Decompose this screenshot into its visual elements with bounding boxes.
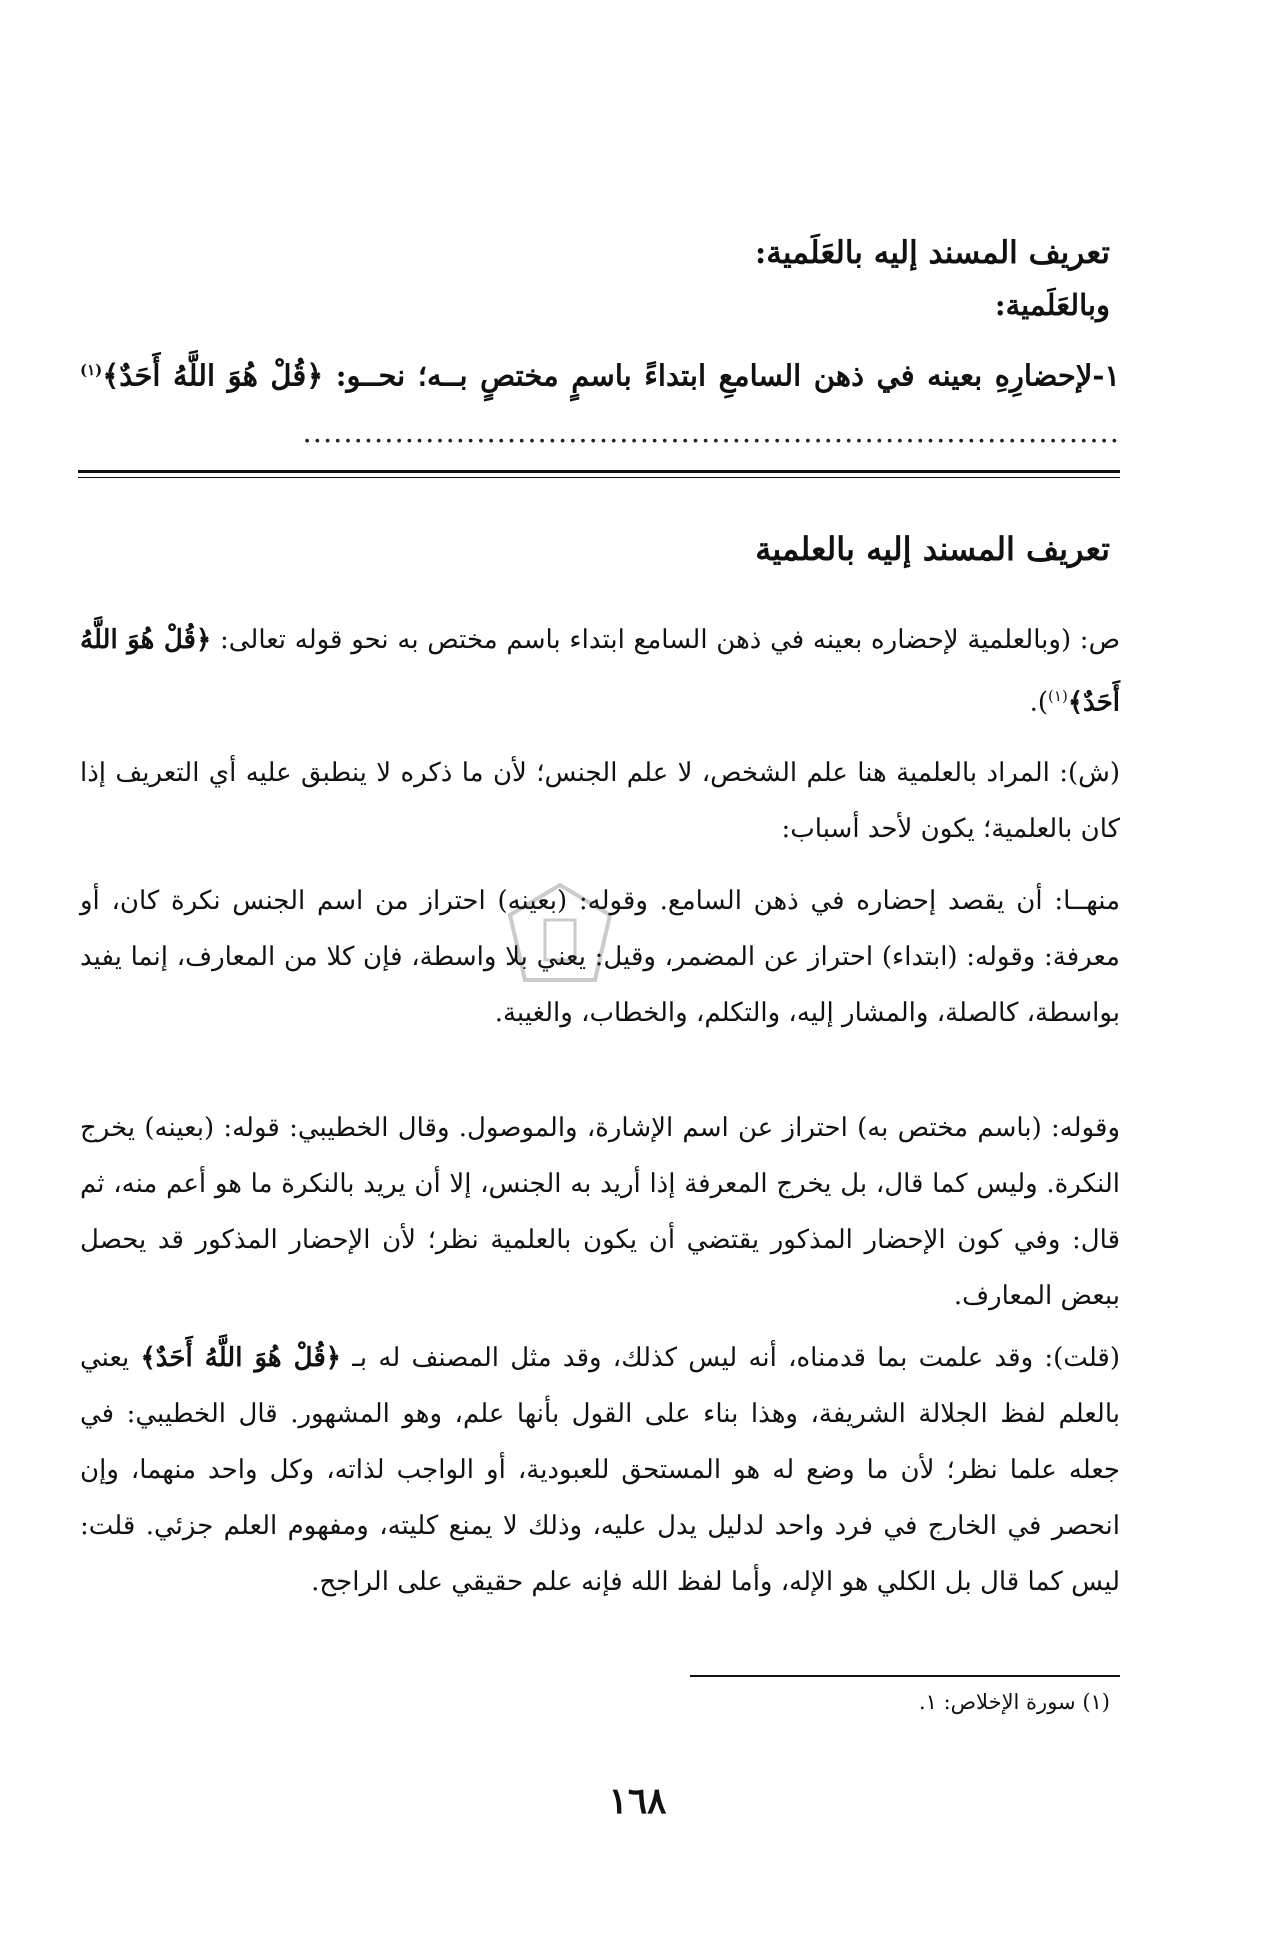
footnote: (١) سورة الإخلاص: ١. xyxy=(918,1690,1110,1714)
paragraph-qultu xyxy=(80,1330,1120,1610)
qultu-rest: يعني بالعلم لفظ الجلالة الشريفة، وهذا بناء على القول بأنها علم، وهو المشهور. قال الخطيبي: في جعله علما نظر؛ لأن ما وضع له هو المستحق للعبودية، أو الواجب لذاته، وكل واحد منهما، وإن انحصر في الخارج في فرد واحد لدليل يدل عليه، وذلك لا يمنع كليته، ومفهوم العلم جزئي. قلت: ليس كما قال بل الكلي هو الإله، وأما لفظ الله فإنه علم حقيقي على الراجح. xyxy=(80,1343,1120,1597)
main-heading: تعريف المسند إليه بالعلمية xyxy=(755,530,1110,568)
quran-quote: ﴿قُلْ هُوَ اللَّهُ أَحَدٌ﴾ xyxy=(140,1343,342,1373)
quran-quote: ﴿قُلْ هُوَ اللَّهُ أَحَدٌ﴾ xyxy=(80,625,1120,718)
matn-end: ). xyxy=(1029,687,1049,718)
paragraph-minha: منهــا: أن يقصد إحضاره في ذهن السامع. وقوله: (بعينه) احتراز من اسم الجنس نكرة كان، أو معرفة: وقوله: (ابتداء) احتراز عن المضمر، وقيل: يعني بلا واسطة، فإن كلا من المعارف، إنما يفيد بواسطة، كالصلة، والمشار إليه، والتكلم، والخطاب، والغيبة. xyxy=(80,886,1120,1028)
paragraph-sharh: (ش): المراد بالعلمية هنا علم الشخص، لا علم الجنس؛ لأن ما ذكره لا ينطبق عليه أي التعريف إذا كان بالعلمية؛ يكون لأحد أسباب: xyxy=(80,758,1120,844)
dotted-leader: ................................................................................ xyxy=(302,414,1120,449)
page-number: ١٦٨ xyxy=(608,1780,667,1822)
paragraph-matn xyxy=(80,612,1120,731)
qultu-start: (قلت): وقد علمت بما قدمناه، أنه ليس كذلك، وقد مثل المصنف له بـ xyxy=(352,1343,1121,1373)
definition-text: ١-لإحضارِهِ بعينه في ذهن السامعِ ابتداءً باسمٍ مختصٍ بــه؛ نحــو: xyxy=(335,358,1120,393)
footnote-ref: (١) xyxy=(1048,687,1068,705)
matn-text: ص: (وبالعلمية لإحضاره بعينه في ذهن السامع ابتداء باسم مختص به نحو قوله تعالى: xyxy=(219,625,1121,655)
quran-quote: ﴿قُلْ هُوَ اللَّهُ أَحَدٌ﴾ xyxy=(102,358,324,393)
definition-line xyxy=(80,342,1120,460)
footnote-ref: (١) xyxy=(80,361,103,379)
subheading-alamiyya: وبالعَلَمية: xyxy=(994,288,1110,322)
section-heading-top: تعريف المسند إليه بالعَلَمية: xyxy=(754,235,1110,271)
paragraph-qawluhu: وقوله: (باسم مختص به) احتراز عن اسم الإشارة، والموصول. وقال الخطيبي: قوله: (بعينه) يخرج النكرة. وليس كما قال، بل يخرج المعرفة إذا أريد به الجنس، إلا أن يريد بالنكرة ما هو أعم منه، ثم قال: وفي كون الإحضار المذكور يقتضي أن يكون بالعلمية نظر؛ لأن الإحضار المذكور قد يحصل ببعض المعارف. xyxy=(80,1113,1120,1311)
footnote-divider xyxy=(690,1675,1120,1677)
library-seal-watermark xyxy=(500,880,620,990)
double-divider xyxy=(78,470,1120,478)
